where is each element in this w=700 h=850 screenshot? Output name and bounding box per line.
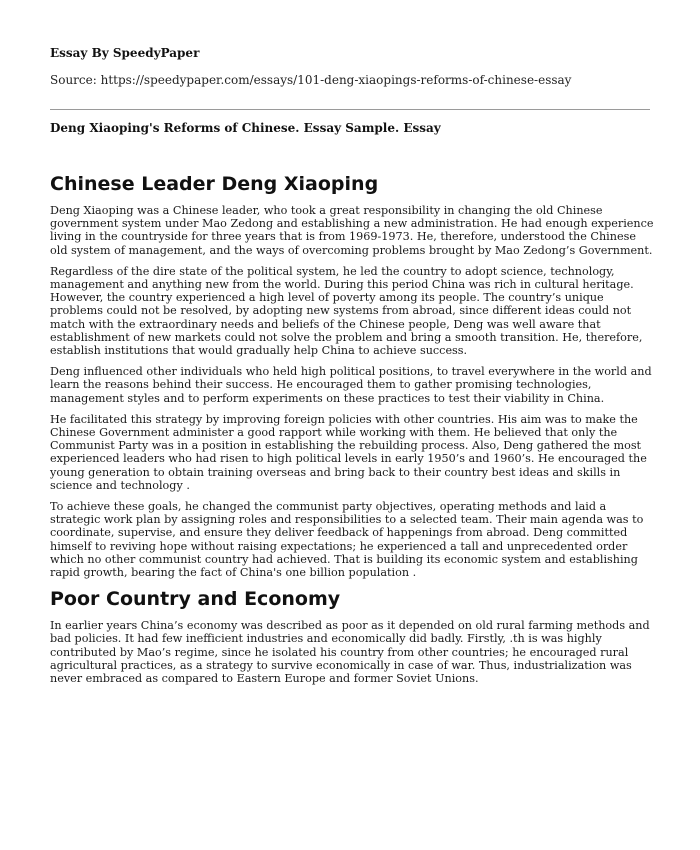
section-heading: Poor Country and Economy: [50, 588, 341, 611]
paragraph: Regardless of the dire state of the political system, he led the country to adopt science, technology, management and anything new from the world. During this period China was rich in cultural heritage. However, the country experienced a high level of poverty among its people. The country’s unique problems could not be resolved, by adopting new systems from abroad, since different ideas could not match with the extraordinary needs and beliefs of the Chinese people, Deng was well aware that establishment of new markets could not solve the problem and bring a smooth transition. He, therefore, establish institutions that would gradually help China to achieve success.: [50, 264, 643, 358]
section-chinese-leader: [50, 172, 656, 579]
paragraph: He facilitated this strategy by improving foreign policies with other countries. His aim was to make the Chinese Government administer a good rapport while working with them. He believed that only the Communist Party was in a position in establishing the rebuilding process. Also, Deng gathered the most experienced leaders who had risen to high political levels in early 1950’s and 1960’s. He encouraged the young generation to obtain training overseas and bring back to their country best ideas and skills in science and technology .: [50, 412, 647, 492]
paragraph: Deng Xiaoping was a Chinese leader, who took a great responsibility in changing the old Chinese government system under Mao Zedong and establishing a new administration. He had enough experience living in the countryside for three years that is from 1969-1973. He, therefore, understood the Chinese old system of management, and the ways of overcoming problems brought by Mao Zedong’s Government.: [50, 204, 654, 257]
paragraph: In earlier years China’s economy was described as poor as it depended on old rural farming methods and bad policies. It had few inefficient industries and economically did badly. Firstly, .th is was highly contributed by Mao’s regime, since he isolated his country from other countries; he encouraged rural agricultural practices, as a strategy to survive economically in case of war. Thus, industrialization was never embraced as compared to Eastern Europe and former Soviet Unions.: [50, 619, 650, 686]
header-divider: [50, 109, 650, 110]
section-heading: Chinese Leader Deng Xiaoping: [50, 173, 379, 195]
brand-label: Essay By SpeedyPaper: [50, 46, 200, 60]
source-line: Source: https://speedypaper.com/essays/101-deng-xiaopings-reforms-of-chinese-essay: [50, 73, 572, 87]
document-title: Deng Xiaoping's Reforms of Chinese. Essay Sample. Essay: [50, 121, 441, 135]
paragraph: Deng influenced other individuals who held high political positions, to travel everywhere in the world and learn the reasons behind their success. He encouraged them to gather promising technologies, management styles and to perform experiments on these practices to test their viability in China.: [50, 365, 652, 405]
paragraph: To achieve these goals, he changed the communist party objectives, operating methods and laid a strategic work plan by assigning roles and responsibilities to a selected team. Their main agenda was to coordinate, supervise, and ensure they deliver feedback of happenings from abroad. Deng committed himself to reviving hope without raising expectations; he experienced a tall and unprecedented order which no other communist country had achieved. That is building its economic system and establishing rapid growth, bearing the fact of China's one billion population .: [50, 500, 644, 580]
section-poor-country: [50, 587, 656, 685]
essay-body: [50, 172, 656, 693]
